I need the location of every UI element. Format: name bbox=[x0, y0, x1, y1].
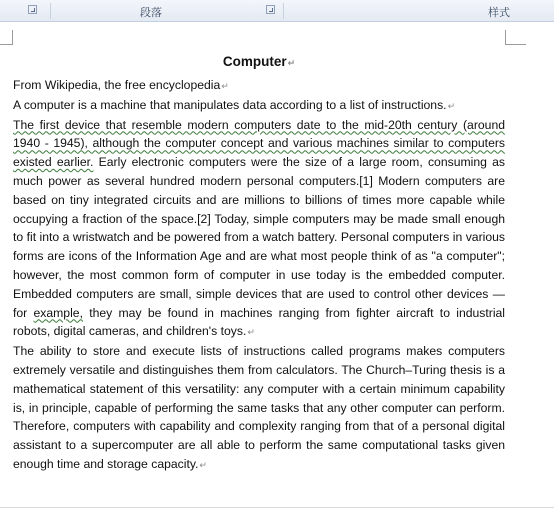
paragraph-1 bbox=[13, 116, 505, 343]
intro-line bbox=[13, 96, 505, 116]
margin-corner-mark bbox=[0, 30, 13, 45]
paragraph-mark: ↵ bbox=[199, 459, 207, 470]
paragraph-group-label: 段落 bbox=[140, 6, 162, 19]
paragraph-1-text: Early electronic computers were the size of a large room, consuming as much power as several hundred modern personal computers.[1] Modern computers are based on tiny integrated circuits and are millions to billions of times more capable while occupying a fraction of the space.[2] Today, simple computers may be made small enough to fit into a wristwatch and be powered from a watch battery. Personal computers in various forms are icons of the Information Age and are what most people think of as "a computer"; however, the most common form of computer in use today is the embedded computer. Embedded computers are small, simple devices that are used to control other devices — for bbox=[13, 155, 505, 320]
source-line bbox=[13, 76, 505, 96]
font-dialog-launcher-icon[interactable] bbox=[28, 5, 37, 14]
styles-group-label: 样式 bbox=[488, 6, 510, 19]
paragraph-1-end-text: they may be found in machines ranging from fighter aircraft to industrial robots, digital cameras, and children's toys. bbox=[13, 305, 506, 339]
page-bottom-divider bbox=[0, 507, 554, 508]
ribbon-group-labels bbox=[0, 0, 554, 22]
document-title bbox=[13, 53, 505, 72]
paragraph-mark: ↵ bbox=[247, 327, 255, 338]
paragraph-2 bbox=[13, 342, 505, 475]
grammar-flagged-text[interactable]: The first device that resemble modern computers date to the mid-20th century (around 1940 - 1945), although the computer concept and various machines similar to computers existed earlier. bbox=[13, 117, 505, 170]
margin-corner-mark bbox=[505, 30, 526, 45]
paragraph-mark: ↵ bbox=[287, 58, 296, 68]
paragraph-dialog-launcher-icon[interactable] bbox=[266, 5, 275, 14]
paragraph-mark: ↵ bbox=[221, 81, 229, 91]
paragraph-mark: ↵ bbox=[447, 100, 456, 111]
grammar-flagged-word[interactable]: example, bbox=[33, 305, 83, 320]
intro-text: A computer is a machine that manipulates data according to a list of instructions. bbox=[13, 97, 447, 112]
ribbon-separator bbox=[283, 3, 284, 19]
document-page[interactable] bbox=[0, 22, 554, 512]
ribbon-separator bbox=[50, 3, 51, 19]
document-body[interactable] bbox=[13, 53, 505, 475]
paragraph-2-text: The ability to store and execute lists of instructions called programs makes computers extremely versatile and distinguishes them from calculators. The Church–Turing thesis is a mathematical statement of this versatility: any computer with a certain minimum capability is, in principle, capable of performing the same tasks that any other computer can perform. Therefore, computers with capability and complexity ranging from that of a personal digital assistant to a supercomputer are all able to perform the same computational tasks given enough time and storage capacity. bbox=[13, 344, 505, 471]
title-text: Computer bbox=[222, 54, 287, 69]
source-text: From Wikipedia, the free encyclopedia bbox=[13, 78, 221, 92]
